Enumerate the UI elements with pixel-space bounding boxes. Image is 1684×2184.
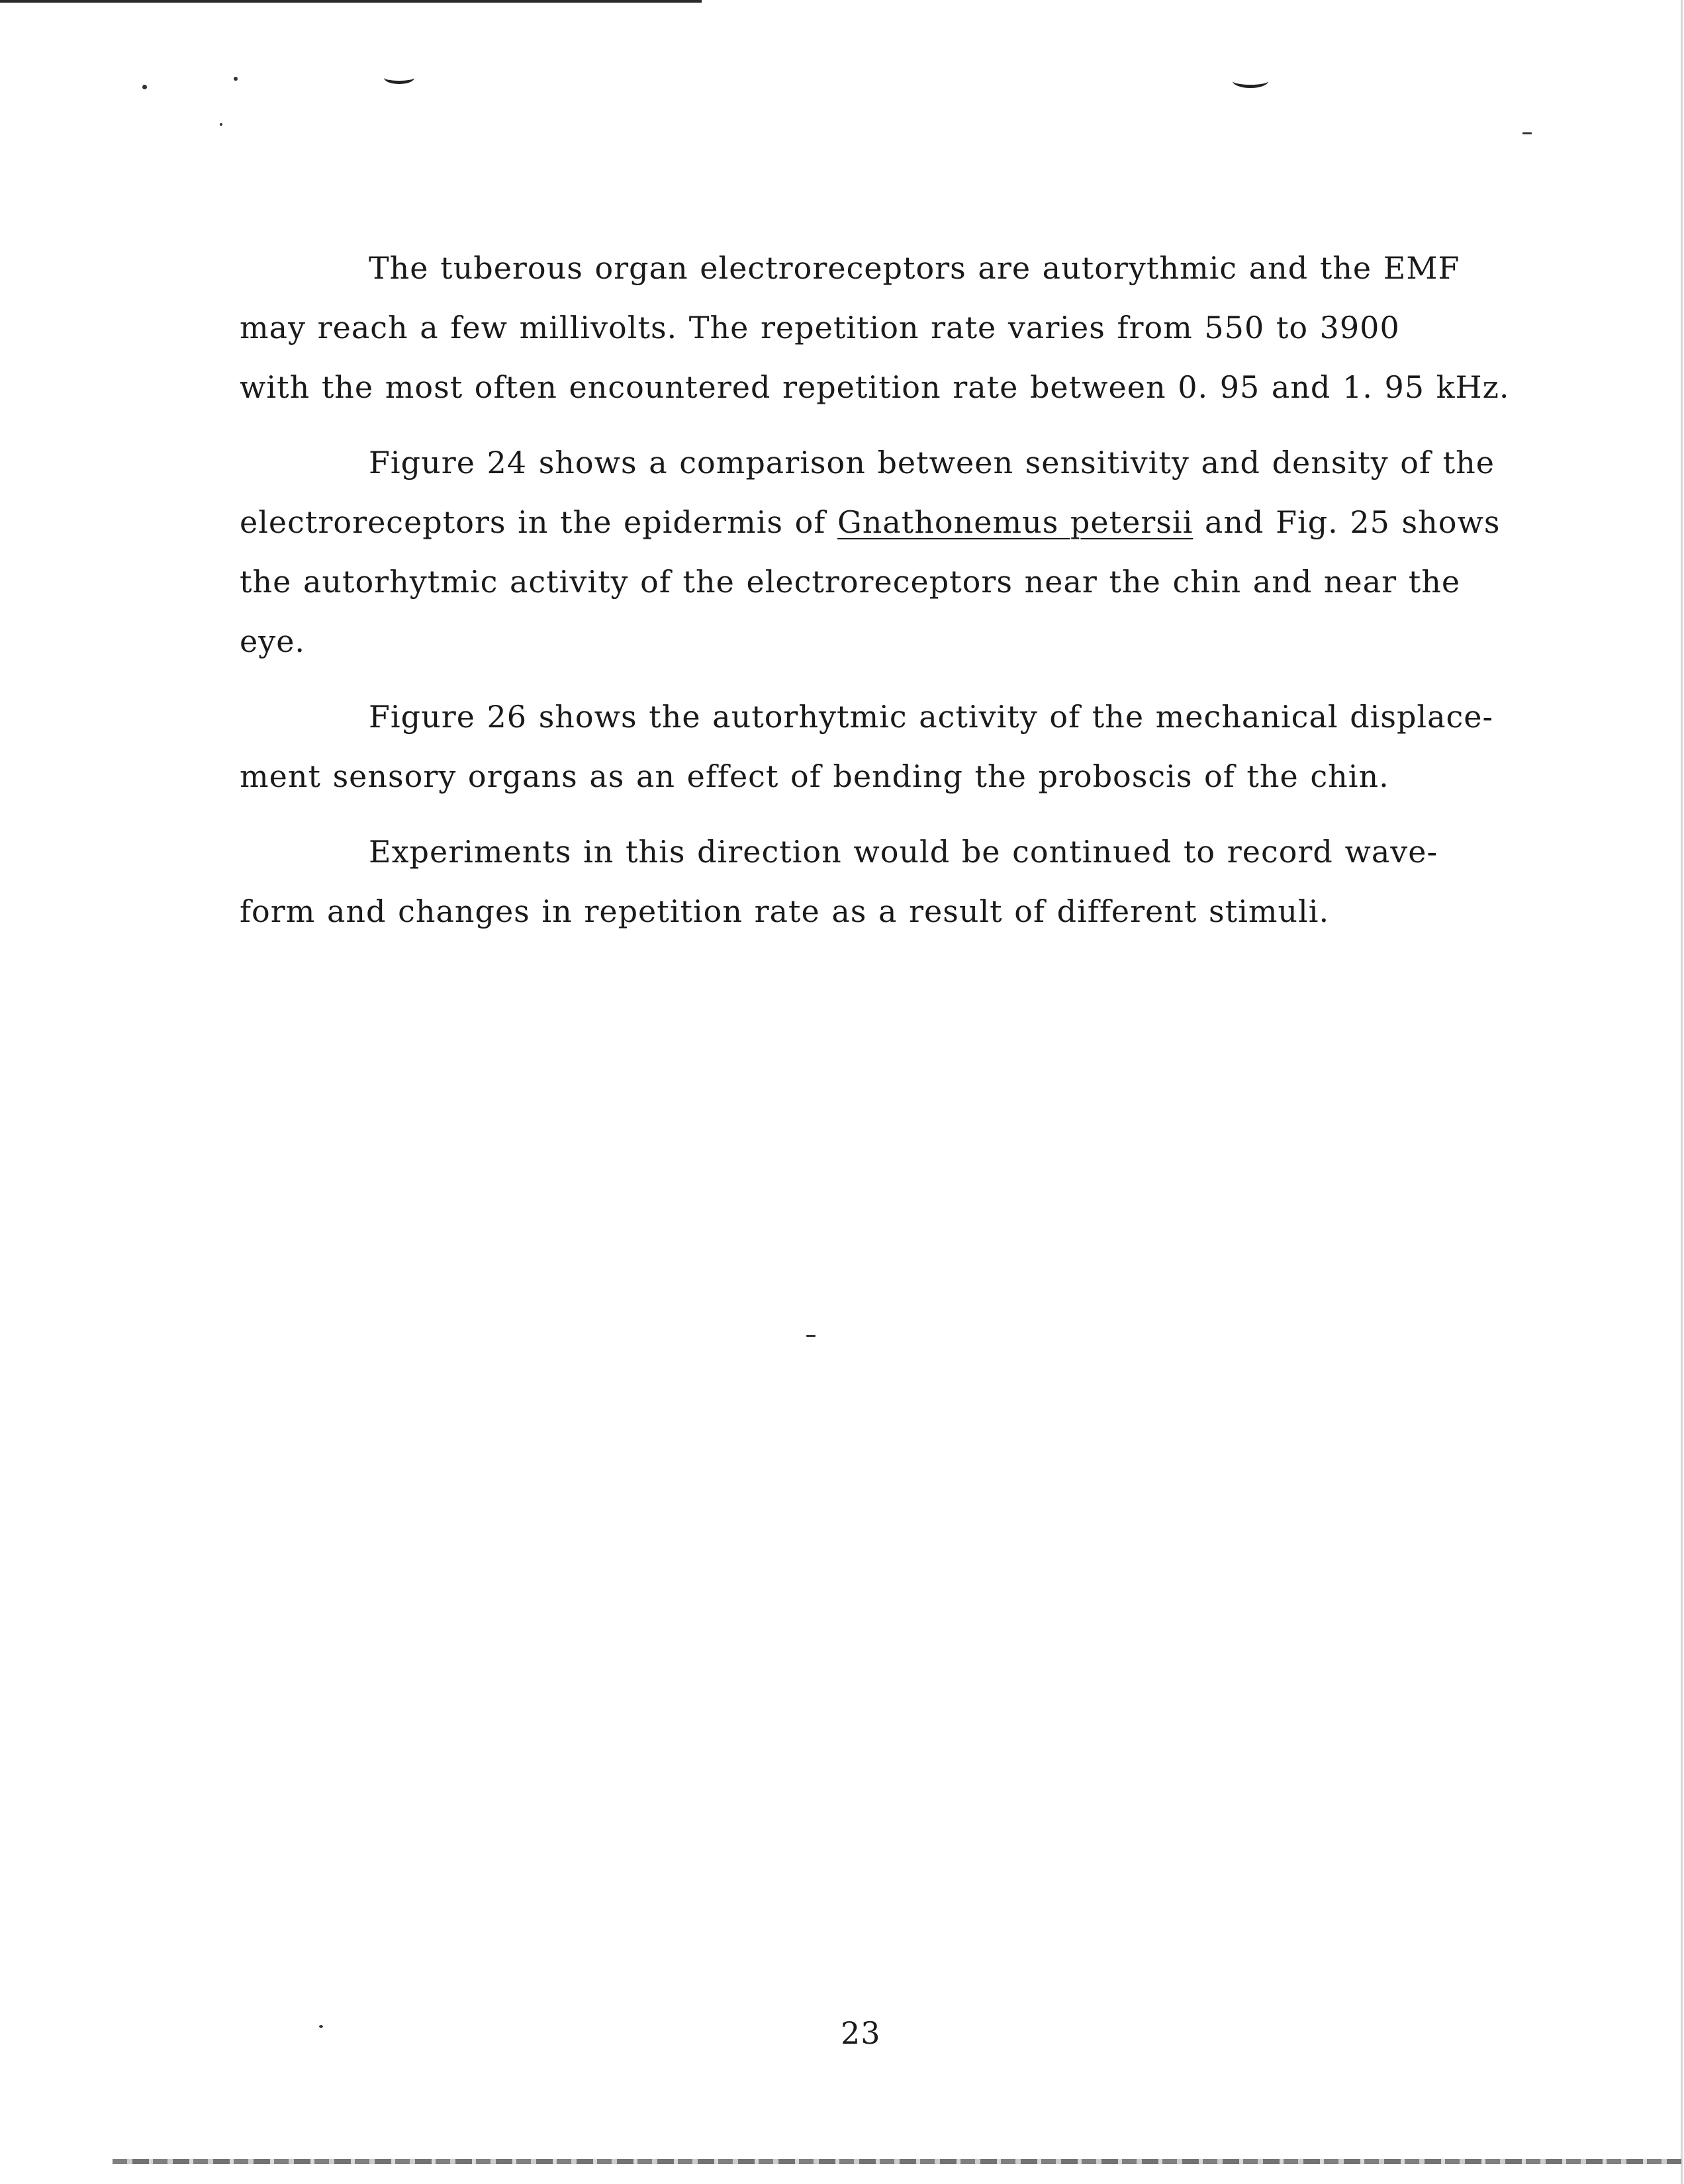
- scan-top-edge: [0, 0, 702, 3]
- scan-speck: [319, 2025, 323, 2028]
- species-name: Gnathonemus petersii: [837, 504, 1193, 540]
- document-body: [240, 238, 1590, 957]
- text-line: form and changes in repetition rate as a result of different stimuli.: [240, 893, 1330, 929]
- scan-smudge: [384, 71, 414, 84]
- scan-speck: [806, 1335, 816, 1337]
- scan-right-edge: [1681, 0, 1683, 2184]
- text-line: may reach a few millivolts. The repetition rate varies from 550 to 3900: [240, 310, 1400, 345]
- scan-speck: [1522, 132, 1532, 134]
- scan-speck: [234, 77, 238, 81]
- text-line: with the most often encountered repetition rate between 0. 95 and 1. 95 kHz.: [240, 369, 1510, 405]
- paragraph-3: [240, 687, 1590, 806]
- paragraph-1: [240, 238, 1590, 417]
- page-number: 23: [841, 2015, 881, 2051]
- text-line: ment sensory organs as an effect of bending the proboscis of the chin.: [240, 758, 1389, 794]
- text-line: Figure 24 shows a comparison between sensitivity and density of the: [369, 445, 1495, 480]
- text-fragment: electroreceptors in the epidermis of: [240, 504, 837, 540]
- text-line: [240, 504, 1500, 540]
- scan-speck: [142, 85, 147, 89]
- scan-bottom-edge: [113, 2159, 1681, 2164]
- text-line: eye.: [240, 623, 306, 659]
- paragraph-4: [240, 822, 1590, 941]
- text-line: The tuberous organ electroreceptors are autorythmic and the EMF: [369, 250, 1460, 286]
- paragraph-2: [240, 433, 1590, 671]
- scan-smudge: [1233, 74, 1268, 88]
- text-line: the autorhytmic activity of the electroreceptors near the chin and near the: [240, 564, 1461, 600]
- text-line: Figure 26 shows the autorhytmic activity of the mechanical displace-: [369, 699, 1494, 735]
- text-line: Experiments in this direction would be continued to record wave-: [369, 834, 1438, 870]
- scan-speck: [220, 123, 222, 126]
- text-fragment: and Fig. 25 shows: [1193, 504, 1501, 540]
